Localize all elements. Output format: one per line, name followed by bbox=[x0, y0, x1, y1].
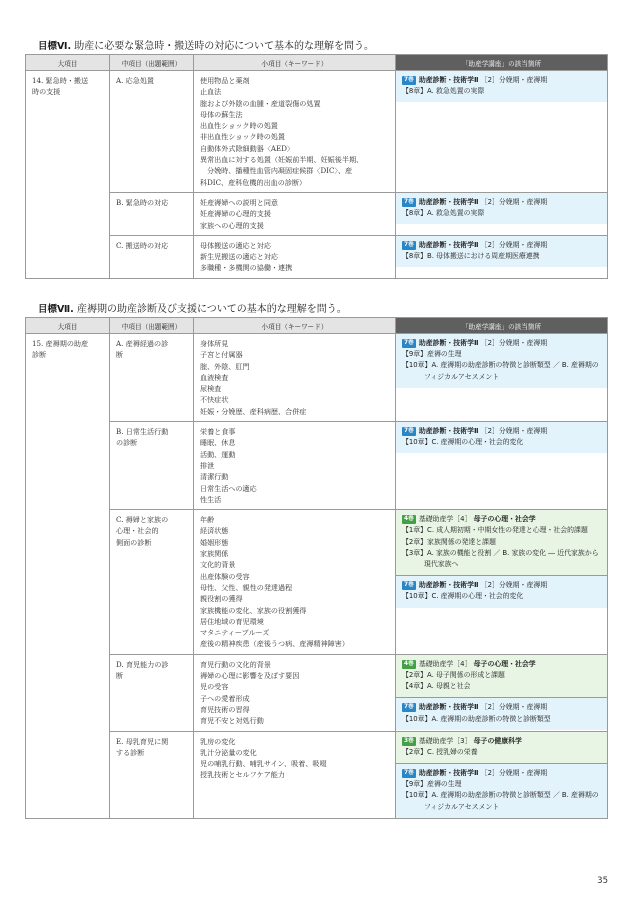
middle-item-text: C. 褥婦と家族の bbox=[116, 515, 169, 525]
middle-item-text: E. 母乳育児に関 bbox=[116, 736, 169, 746]
book-title: 基礎助産学［4］ bbox=[418, 659, 472, 668]
middle-item-text: B. 緊急時の対応 bbox=[116, 197, 169, 207]
reference-heading bbox=[402, 736, 602, 747]
major-item-text: 診断 bbox=[32, 350, 47, 360]
keyword-item: 母体の蘇生法 bbox=[200, 109, 243, 119]
reference-heading bbox=[402, 659, 602, 670]
reference-block bbox=[396, 510, 607, 575]
keyword-item: 尿検査 bbox=[200, 384, 222, 394]
keyword-item: 乳房の変化 bbox=[200, 736, 236, 746]
goal-6-label: 目標Ⅵ. bbox=[38, 41, 72, 52]
keyword-item: 児の受容 bbox=[200, 682, 229, 692]
middle-item-text: D. 育児能力の診 bbox=[116, 659, 169, 669]
volume-badge: 7巻 bbox=[404, 582, 414, 589]
book-subtitle: ［2］分娩期・産褥期 bbox=[480, 240, 548, 249]
header-middle: 中項目（出題範囲） bbox=[110, 55, 194, 71]
book-title: 助産診断・技術学Ⅱ bbox=[418, 768, 479, 777]
reference-block bbox=[396, 575, 607, 607]
middle-item-text: する診断 bbox=[116, 747, 145, 757]
header-reference: 「助産学講座」の該当箇所 bbox=[396, 55, 608, 71]
middle-item-cell bbox=[110, 731, 194, 818]
book-title: 助産診断・技術学Ⅱ bbox=[418, 240, 479, 249]
keyword-item: 育児技術の習得 bbox=[200, 704, 250, 714]
keyword-item: 不快症状 bbox=[200, 395, 229, 405]
keyword-item: 腟、外陰、肛門 bbox=[200, 361, 250, 371]
keyword-cell bbox=[194, 731, 396, 818]
reference-cell bbox=[396, 422, 608, 510]
book-subtitle: ［2］分娩期・産褥期 bbox=[480, 768, 548, 777]
middle-item-cell bbox=[110, 422, 194, 510]
volume-badge: 3巻 bbox=[404, 737, 414, 744]
goal-7-heading bbox=[38, 300, 347, 315]
volume-badge: 4巻 bbox=[404, 660, 414, 667]
chapter-reference: 【10章】C. 産褥期の心理・社会的変化 bbox=[402, 438, 524, 447]
volume-badge: 7巻 bbox=[404, 241, 414, 248]
middle-item-text: A. 応急処置 bbox=[116, 76, 155, 85]
keyword-item: 睡眠、休息 bbox=[200, 438, 236, 448]
reference-cell bbox=[396, 654, 608, 731]
keyword-item: 居住地域の育児環境 bbox=[200, 616, 264, 626]
chapter-reference: 【10章】A. 産褥期の助産診断の特徴と診断類型 ／ B. 産褥期のフィジカルアセスメント bbox=[402, 791, 599, 811]
major-item-text: 14. 緊急時・搬送 bbox=[32, 76, 89, 85]
reference-block bbox=[396, 236, 607, 267]
keyword-item: 新生児搬送の適応と対応 bbox=[200, 252, 279, 262]
reference-cell bbox=[396, 235, 608, 278]
chapter-reference: 【3章】A. 家族の機能と役割 ／ B. 家族の変化 ― 近代家族から現代家族へ bbox=[402, 548, 599, 568]
table-row bbox=[26, 422, 608, 510]
reference-heading bbox=[402, 240, 602, 251]
goal-6-table bbox=[25, 54, 608, 279]
chapter-reference: 【2章】C. 授乳婦の栄養 bbox=[402, 747, 478, 756]
chapter-reference: 【8章】B. 母体搬送における周産期医療連携 bbox=[402, 252, 540, 261]
keyword-item: 血液検査 bbox=[200, 372, 229, 382]
book-title: 助産診断・技術学Ⅱ bbox=[418, 703, 479, 712]
keyword-item: 異常出血に対する処置（妊娠前半期、妊娠後半期、 bbox=[200, 155, 364, 165]
book-subtitle: ［2］分娩期・産褥期 bbox=[480, 76, 548, 84]
reference-block bbox=[396, 71, 607, 102]
keyword-item: 婚姻形態 bbox=[200, 537, 229, 547]
page-number: 35 bbox=[597, 876, 608, 886]
keyword-item: 子への愛着形成 bbox=[200, 693, 250, 703]
chapter-reference: 【10章】A. 産褥期の助産診断の特徴と診断類型 bbox=[402, 714, 551, 723]
reference-heading bbox=[402, 702, 602, 713]
keyword-item: 妊産褥婦の心理的支援 bbox=[200, 209, 271, 219]
book-subtitle: ［2］分娩期・産褥期 bbox=[480, 197, 548, 206]
book-title: 基礎助産学［3］ bbox=[418, 736, 472, 745]
keyword-item: 乳汁分泌量の変化 bbox=[200, 747, 257, 757]
book-subtitle: ［2］分娩期・産褥期 bbox=[480, 581, 548, 590]
table-row bbox=[26, 334, 608, 422]
chapter-reference: 【8章】A. 救急処置の実際 bbox=[402, 87, 485, 96]
chapter-reference: 【2章】家族関係の発達と課題 bbox=[402, 537, 496, 546]
reference-cell bbox=[396, 334, 608, 422]
keyword-item: 妊娠・分娩歴、産科病歴、合併症 bbox=[200, 406, 307, 416]
middle-item-text: A. 産褥経過の診 bbox=[116, 339, 169, 348]
keyword-item: 身体所見 bbox=[200, 339, 229, 348]
header-row bbox=[26, 55, 608, 71]
keyword-item: 褥婦の心理に影響を及ぼす要因 bbox=[200, 671, 300, 681]
table-row bbox=[26, 654, 608, 731]
keyword-item: 育児不安と対処行動 bbox=[200, 716, 264, 726]
keyword-item: 清潔行動 bbox=[200, 472, 229, 482]
middle-item-cell bbox=[110, 654, 194, 731]
book-subtitle: 母子の健康科学 bbox=[473, 736, 522, 745]
keyword-item: 腟および外陰の血腫・産道裂傷の処置 bbox=[200, 98, 321, 108]
keyword-item: 排泄 bbox=[200, 460, 215, 470]
keyword-item: 科DIC、産科危機的出血の診断） bbox=[200, 177, 307, 187]
keyword-cell bbox=[194, 192, 396, 235]
reference-block bbox=[396, 193, 607, 224]
middle-item-text: 側面の診断 bbox=[116, 537, 152, 547]
volume-badge: 7巻 bbox=[404, 198, 414, 205]
book-subtitle: 母子の心理・社会学 bbox=[473, 515, 536, 524]
book-title: 助産診断・技術学Ⅱ bbox=[418, 76, 479, 84]
middle-item-cell bbox=[110, 71, 194, 193]
middle-item-cell bbox=[110, 510, 194, 655]
keyword-item: 授乳技術とセルフケア能力 bbox=[200, 770, 285, 780]
keyword-item: 育児行動の文化的背景 bbox=[200, 659, 271, 669]
book-subtitle: ［2］分娩期・産褥期 bbox=[480, 339, 548, 347]
chapter-reference: 【8章】A. 救急処置の実際 bbox=[402, 209, 485, 218]
table-row bbox=[26, 192, 608, 235]
header-reference: 「助産学講座」の該当箇所 bbox=[396, 318, 608, 334]
volume-badge: 7巻 bbox=[404, 77, 414, 83]
book-title: 基礎助産学［4］ bbox=[418, 515, 472, 524]
book-subtitle: 母子の心理・社会学 bbox=[473, 659, 536, 668]
reference-heading bbox=[402, 197, 602, 208]
keyword-cell bbox=[194, 654, 396, 731]
middle-item-text: 心理・社会的 bbox=[116, 526, 159, 536]
reference-block bbox=[396, 732, 607, 763]
keyword-item: 経済状態 bbox=[200, 526, 229, 536]
volume-badge: 7巻 bbox=[404, 704, 414, 711]
middle-item-text: C. 搬送時の対応 bbox=[116, 240, 169, 250]
keyword-cell bbox=[194, 510, 396, 655]
book-title: 助産診断・技術学Ⅱ bbox=[418, 581, 479, 590]
header-row bbox=[26, 318, 608, 334]
goal-7-text: 産褥期の助産診断及び支援についての基本的な理解を問う。 bbox=[76, 304, 347, 315]
goal-6-text: 助産に必要な緊急時・搬送時の対応について基本的な理解を問う。 bbox=[74, 41, 375, 52]
keyword-item: 母体搬送の適応と対応 bbox=[200, 240, 271, 250]
middle-item-text: B. 日常生活行動 bbox=[116, 427, 169, 437]
keyword-cell bbox=[194, 71, 396, 193]
book-title: 助産診断・技術学Ⅱ bbox=[418, 427, 479, 436]
goal-7-label: 目標Ⅶ. bbox=[38, 304, 74, 315]
book-subtitle: ［2］分娩期・産褥期 bbox=[480, 703, 548, 712]
middle-item-cell bbox=[110, 334, 194, 422]
keyword-item: 文化的背景 bbox=[200, 560, 236, 570]
keyword-item: 母性、父性、親性の発達過程 bbox=[200, 582, 293, 592]
table-row bbox=[26, 235, 608, 278]
keyword-item: 子宮と付属器 bbox=[200, 350, 243, 360]
reference-heading bbox=[402, 580, 602, 591]
reference-cell bbox=[396, 71, 608, 193]
major-item-text: 時の支援 bbox=[32, 87, 61, 97]
keyword-item: 児の哺乳行動、哺乳サイン、吸着、吸啜 bbox=[200, 759, 327, 769]
middle-item-text: 断 bbox=[116, 350, 124, 360]
keyword-item: 家族関係 bbox=[200, 549, 229, 559]
keyword-item: 親役割の獲得 bbox=[200, 594, 243, 604]
keyword-item: 自動体外式除細動器〈AED〉 bbox=[200, 143, 295, 153]
keyword-item: 出産体験の受容 bbox=[200, 571, 250, 581]
keyword-item: 家族機能の変化、家族の役割獲得 bbox=[200, 605, 307, 615]
keyword-cell bbox=[194, 422, 396, 510]
major-item-cell bbox=[26, 334, 110, 819]
header-major: 大項目 bbox=[26, 318, 110, 334]
major-item-cell bbox=[26, 71, 110, 279]
keyword-item: 産後の精神疾患（産後うつ病、産褥精神障害） bbox=[200, 639, 349, 649]
middle-item-text: の診断 bbox=[116, 438, 138, 448]
header-middle: 中項目（出題範囲） bbox=[110, 318, 194, 334]
keyword-item: 栄養と食事 bbox=[200, 427, 236, 437]
keyword-item: マタニティーブルーズ bbox=[200, 628, 270, 638]
middle-item-text: 断 bbox=[116, 671, 124, 681]
volume-badge: 7巻 bbox=[404, 769, 414, 776]
chapter-reference: 【2章】A. 母子関係の形成と課題 bbox=[402, 670, 505, 679]
book-subtitle: ［2］分娩期・産褥期 bbox=[480, 427, 548, 436]
reference-block bbox=[396, 422, 607, 453]
goal-7-table bbox=[25, 317, 608, 819]
reference-heading bbox=[402, 768, 602, 779]
reference-block bbox=[396, 334, 607, 388]
keyword-item: 妊産褥婦への説明と同意 bbox=[200, 197, 279, 207]
keyword-item: 活動、運動 bbox=[200, 449, 236, 459]
table-row bbox=[26, 510, 608, 655]
keyword-item: 非出血性ショック時の処置 bbox=[200, 132, 285, 142]
middle-item-cell bbox=[110, 235, 194, 278]
chapter-reference: 【1章】C. 成人期初期・中期女性の発達と心理・社会的課題 bbox=[402, 526, 588, 535]
reference-cell bbox=[396, 510, 608, 655]
major-item-text: 15. 産褥期の助産 bbox=[32, 339, 89, 348]
book-title: 助産診断・技術学Ⅱ bbox=[418, 339, 479, 347]
keyword-item: 出血性ショック時の処置 bbox=[200, 121, 278, 131]
reference-cell bbox=[396, 731, 608, 818]
keyword-item: 性生活 bbox=[200, 494, 222, 504]
chapter-reference: 【10章】A. 産褥期の助産診断の特徴と診断類型 ／ B. 産褥期のフィジカルアセスメント bbox=[402, 361, 599, 381]
keyword-item: 日常生活への適応 bbox=[200, 483, 257, 493]
table-row bbox=[26, 71, 608, 193]
goal-6-heading bbox=[38, 37, 374, 52]
table-row bbox=[26, 731, 608, 818]
chapter-reference: 【9章】産褥の生理 bbox=[402, 780, 462, 789]
reference-heading bbox=[402, 75, 602, 86]
keyword-item: 家族への心理的支援 bbox=[200, 220, 264, 230]
header-minor: 小項目（キーワード） bbox=[194, 55, 396, 71]
keyword-item: 多職種・多機関の協働・連携 bbox=[200, 263, 293, 273]
header-major: 大項目 bbox=[26, 55, 110, 71]
reference-block bbox=[396, 763, 607, 818]
reference-block bbox=[396, 697, 607, 729]
keyword-item: 止血法 bbox=[200, 87, 222, 97]
keyword-item: 使用物品と薬剤 bbox=[200, 76, 250, 85]
keyword-item: 年齢 bbox=[200, 515, 215, 525]
chapter-reference: 【10章】C. 産褥期の心理・社会的変化 bbox=[402, 592, 524, 601]
reference-block bbox=[396, 655, 607, 698]
reference-cell bbox=[396, 192, 608, 235]
keyword-item: 分娩時、播種性血管内凝固症候群〈DIC〉、産 bbox=[207, 166, 353, 176]
volume-badge: 4巻 bbox=[404, 516, 414, 523]
volume-badge: 7巻 bbox=[404, 340, 414, 346]
reference-heading bbox=[402, 338, 602, 349]
keyword-cell bbox=[194, 235, 396, 278]
chapter-reference: 【9章】産褥の生理 bbox=[402, 350, 462, 359]
keyword-cell bbox=[194, 334, 396, 422]
volume-badge: 7巻 bbox=[404, 428, 414, 435]
book-title: 助産診断・技術学Ⅱ bbox=[418, 197, 479, 206]
header-minor: 小項目（キーワード） bbox=[194, 318, 396, 334]
reference-heading bbox=[402, 514, 602, 525]
chapter-reference: 【4章】A. 母親と社会 bbox=[402, 682, 471, 691]
middle-item-cell bbox=[110, 192, 194, 235]
reference-heading bbox=[402, 426, 602, 437]
